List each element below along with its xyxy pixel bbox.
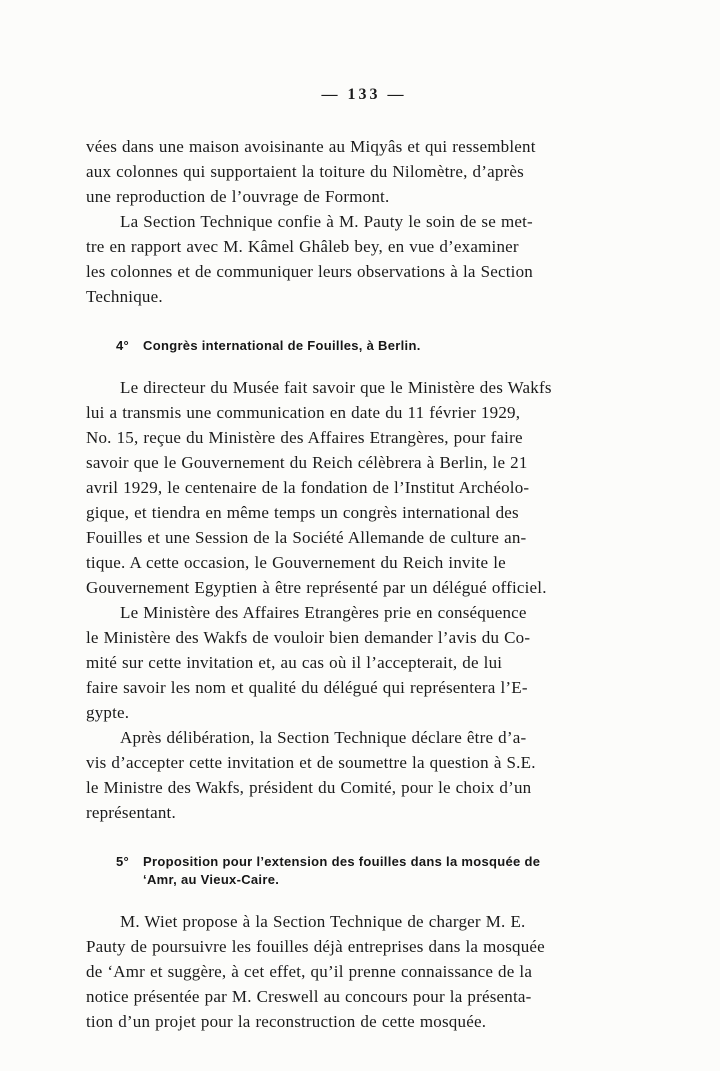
paragraph-colonnes-continuation: vées dans une maison avoisinante au Miqyâs et qui ressemblent aux colonnes qui supportaient la toiture du Nilomètre, d’après une reproduction de l’ouvrage de Formont. (86, 137, 536, 206)
heading-section-4 (116, 337, 642, 355)
page-number: — 133 — (321, 86, 407, 103)
paragraph-deliberation: Après délibération, la Section Technique déclare être d’a- vis d’accepter cette invitation et de soumettre la question à S.E. le Ministre des Wakfs, président du Comité, pour le choix d’un représentant. (86, 728, 536, 822)
paragraph-directeur-musee: Le directeur du Musée fait savoir que le Ministère des Wakfs lui a transmis une communication en date du 11 février 1929, No. 15, reçue du Ministère des Affaires Etrangères, pour faire savoir que le Gouvernement du Reich célèbrera à Berlin, le 21 avril 1929, le centenaire de la fondation de l’Institut Archéolo- gique, et tiendra en même temps un congrès international des Fouilles et une Session de la Société Allemande de culture an- tique. A cette occasion, le Gouvernement du Reich invite le Gouvernement Egyptien à être représenté par un délégué officiel. (86, 378, 552, 597)
heading-5-number: 5° (116, 854, 130, 869)
paragraph-ministere-affaires: Le Ministère des Affaires Etrangères prie en conséquence le Ministère des Wakfs de vouloir bien demander l’avis du Co- mité sur cette invitation et, au cas où il l’accepterait, de lui faire savoir les nom et qualité du délégué qui représentera l’E- gypte. (86, 603, 531, 722)
heading-4-title: Congrès international de Fouilles, à Berlin. (143, 338, 421, 353)
paragraph-section-technique: La Section Technique confie à M. Pauty le soin de se met- tre en rapport avec M. Kâmel Ghâleb bey, en vue d’examiner les colonnes et de communiquer leurs observations à la Section Technique. (86, 212, 533, 306)
heading-5-title: Proposition pour l’extension des fouilles dans la mosquée de ‘Amr, au Vieux-Caire. (143, 854, 541, 887)
heading-4-number: 4° (116, 338, 130, 353)
paragraph-wiet-proposition: M. Wiet propose à la Section Technique de charger M. E. Pauty de poursuivre les fouilles déjà entreprises dans la mosquée de ‘Amr et suggère, à cet effet, qu’il prenne connaissance de la notice présentée par M. Creswell au concours pour la présenta- tion d’un projet pour la reconstruction de cette mosquée. (86, 912, 545, 1031)
heading-section-5 (116, 853, 642, 889)
